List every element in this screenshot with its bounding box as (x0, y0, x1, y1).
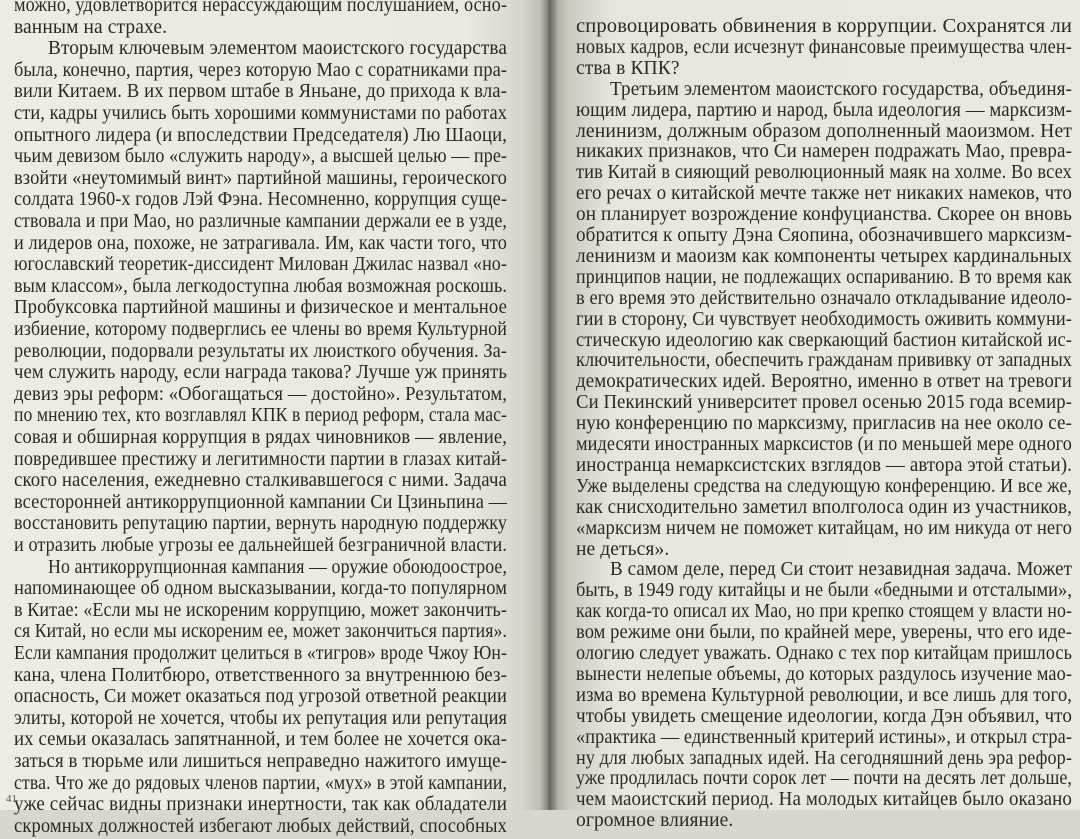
text-line: Вторым ключевым элементом маоистского государства (48, 38, 507, 60)
text-line: вом режиме они были, по крайней мере, уверены, что его иде- (576, 622, 1072, 644)
text-line: огромное влияние. (576, 810, 734, 832)
text-line: ванным на страхе. (14, 16, 168, 38)
text-line: ну для любых западных идей. На сегодняшний день эра рефор- (576, 747, 1072, 769)
text-line: революции, подорвали результаты их люисткого обучения. За- (14, 340, 507, 362)
text-line: солдата 1960-х годов Лэй Фэна. Несомненно, коррупция суще- (14, 189, 507, 211)
text-line: Уже выделены средства на следующую конференцию. И все же, (576, 475, 1072, 497)
text-line: вынести нелепые объемы, до которых раздулось изучение мао- (576, 663, 1072, 685)
text-line: по мнению тех, кто возглавлял КПК в период реформ, стала мас- (14, 405, 507, 427)
text-line: ологию следует уважать. Однако с тех пор китайцам пришлось (576, 643, 1072, 664)
text-line: изма во времена Культурной революции, и все лишь для того, (576, 684, 1072, 706)
text-line: мидесяти иностранных марксистов (и по меньшей мере одного (576, 434, 1072, 455)
text-line: демократических идей. Вероятно, именно в ответ на тревоги (576, 371, 1072, 393)
text-line: всесторонней антикоррупционной кампании Си Цзиньпина — (14, 491, 507, 513)
text-line: повредившее престижу и легитимности партии в глазах китай- (14, 448, 507, 470)
text-line: в его время это действительно означало откладывание идеоло- (576, 287, 1072, 309)
text-line: совая и обширная коррупция в рядах чиновников — явление, (14, 427, 507, 448)
text-line: уже сейчас видны признаки инертности, так как обладатели (14, 794, 507, 816)
text-line: он планирует возрождение конфуцианства. Скорее он вновь (576, 204, 1072, 226)
text-line: иностранца немарксистских взглядов — автора этой статьи). (576, 454, 1072, 476)
text-line: ся Китай, но если мы искореним ее, может закончиться партия». (14, 621, 507, 643)
text-line: стическую идеологию как сверкающий бастион китайской ис- (576, 329, 1072, 351)
text-line: и отразить любые угрозы ее дальнейшей безграничной власти. (14, 535, 507, 556)
text-line: тив Китай в сияющий революционный маяк на холме. Во всех (576, 162, 1072, 184)
text-line: «практика — единственный критерий истины», и открыл стра- (576, 726, 1072, 748)
text-line: новых кадров, если исчезнут финансовые преимущества член- (576, 36, 1072, 58)
text-line: чем служить народу, если награда такова? Лучше уж принять (14, 362, 507, 384)
text-line: была, конечно, партия, через которую Мао с соратниками пра- (14, 59, 508, 81)
text-line: ствовала и при Мао, но различные кампании держали ее в узде, (14, 211, 507, 232)
text-line: никаких признаков, что Си намерен подражать Мао, превра- (576, 141, 1072, 163)
text-line: «марксизм ничем не поможет китайцам, но им никуда от него (576, 517, 1072, 539)
right-page (548, 0, 1080, 832)
book-gutter (540, 0, 558, 810)
text-line: Третьим элементом маоистского государства, объединя- (610, 78, 1072, 100)
text-line: Если кампания продолжит целиться в «тигров» вроде Чжоу Юн- (14, 643, 507, 664)
text-line: избиение, которому подверглись ее члены во время Культурной (14, 319, 507, 340)
text-line: скромных должностей избегают любых действий, способных (14, 815, 507, 837)
text-line: югославский теоретик-диссидент Милован Джилас назвал «но- (14, 254, 507, 276)
text-line: ключительности, обеспечить гражданам прививку от западных (576, 350, 1072, 372)
text-line: взойти «неутомимый винт» партийной машины, героического (14, 167, 507, 189)
text-line: Си Пекинский университет провел осенью 2015 года всемир- (576, 392, 1072, 414)
text-line: Но антикоррупционная кампания — оружие обоюдоострое, (48, 556, 507, 578)
text-line: вым классом», была легкодоступна любая возможная роскошь. (14, 275, 507, 297)
text-line: ленинизм, должным образом дополненный маоизмом. Нет (576, 120, 1072, 142)
text-line: опытного лидера (и впоследствии Председателя) Лю Шаоци, (14, 124, 507, 146)
text-line: ства в КПК? (576, 57, 680, 79)
text-line: кана, члена Политбюро, ответственного за внутреннюю без- (14, 664, 507, 686)
text-line: его речах о китайской мечте также нет никаких намеков, что (576, 183, 1072, 205)
text-line: принципов нации, не подлежащих оспариванию. В то время как (576, 266, 1072, 288)
text-line: гии в сторону, Си чувствует необходимость оживить коммуни- (576, 308, 1072, 330)
text-line: ского населения, ежедневно сталкивавшегося с ними. Задача (14, 470, 507, 492)
text-line: спровоцировать обвинения в коррупции. Сохранятся ли (576, 16, 1072, 37)
text-line: чтобы увидеть смещение идеологии, когда Дэн объявил, что (576, 705, 1072, 727)
text-line: ную конференцию по марксизму, пригласив на нее около се- (576, 413, 1072, 435)
text-line: в Китае: «Если мы не искореним коррупцию, может закончить- (14, 599, 507, 621)
text-line: их семьи оказалась запятнанной, и тем более не хочется ока- (14, 729, 507, 751)
text-line: можно, удовлетворится нерассуждающим послушанием, осно- (14, 0, 507, 16)
text-line: как снисходительно заметил вполголоса один из участников, (576, 496, 1072, 518)
text-line: чьим девизом было «служить народу», а высшей целью — пре- (14, 146, 507, 168)
text-line: быть, в 1949 году китайцы и не были «бедными и отсталыми», (576, 580, 1072, 602)
text-line: ленинизм и маоизм как компоненты четырех кардинальных (576, 245, 1072, 267)
text-line: В самом деле, перед Си стоит незавидная задача. Может (610, 559, 1072, 581)
text-line: девиз эры реформ: «Обогащаться — достойно». Результатом, (14, 383, 507, 405)
text-line: обратится к опыту Дэна Сяопина, обозначившего марксизм- (576, 225, 1072, 246)
text-line: ющим лидера, партию и народ, была идеология — марксизм- (576, 99, 1072, 121)
text-line: чем маоистский период. На молодых китайцев было оказано (576, 789, 1072, 811)
page-number: 41 (6, 793, 17, 805)
text-line: элиты, которой не хочется, чтобы их репутация или репутация (14, 707, 507, 729)
text-line: ства. Что же до рядовых членов партии, «мух» в этой кампании, (14, 772, 507, 794)
text-line: опасность, Си может оказаться под угрозой ответной реакции (14, 686, 507, 708)
text-line: уже продлилась почти сорок лет — почти на десять лет дольше, (576, 768, 1072, 790)
text-line: сти, кадры учились быть хорошими коммунистами по работах (14, 103, 507, 124)
text-line: заться в тюрьме или лишиться неправедно нажитого имуще- (14, 751, 507, 772)
text-line: как когда-то описал их Мао, но при крепко стоящем у власти но- (576, 601, 1072, 623)
text-line: не деться». (576, 538, 670, 560)
text-line: и лидеров она, похоже, не затрагивала. Им, как части того, что (14, 232, 507, 254)
text-line: вили Китаем. В их первом штабе в Яньане, до прихода к вла- (14, 81, 507, 103)
text-line: напоминающее об одном высказывании, когда-то популярном (14, 578, 507, 600)
text-line: Пробуксовка партийной машины и физическое и ментальное (14, 297, 507, 319)
text-line: восстановить репутацию партии, вернуть народную поддержку (14, 513, 507, 535)
